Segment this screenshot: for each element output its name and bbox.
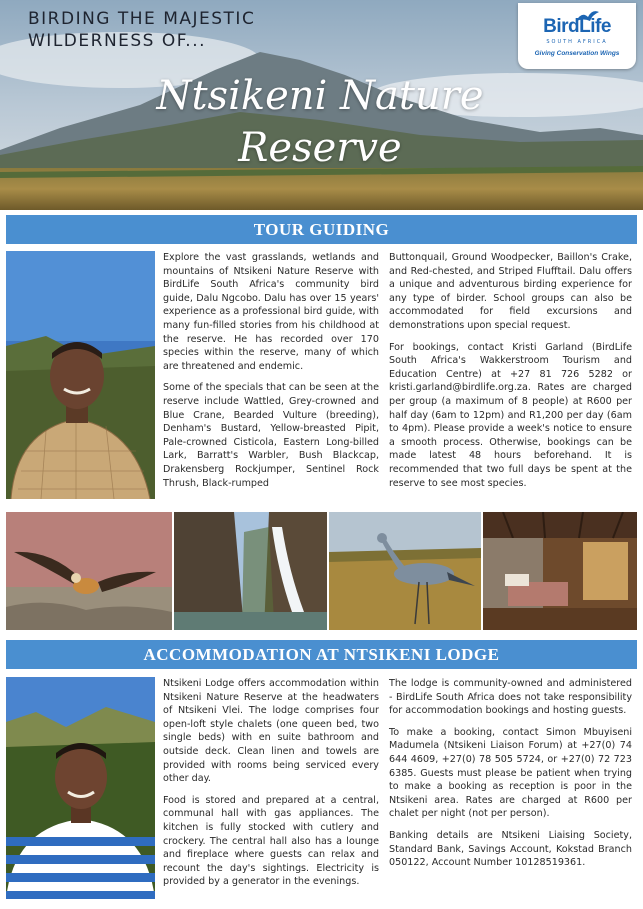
logo-tagline: Giving Conservation Wings — [534, 50, 620, 57]
accommodation-heading: ACCOMMODATION AT NTSIKENI LODGE — [6, 640, 637, 669]
accommodation-paragraph: Ntsikeni Lodge offers accommodation within Ntsikeni Nature Reserve at the headwaters of Ntsikeni Vlei. The lodge comprises four open-loft style chalets (one queen bed, two single beds) with en suite bathroom and outside deck. Clean linen and towels are provided with rooms being serviced every other day. — [163, 678, 379, 785]
hero-kicker: BIRDING THE MAJESTIC WILDERNESS OF... — [28, 9, 256, 51]
tour-guiding-column-1 — [163, 251, 379, 498]
accommodation-paragraph: Food is stored and prepared at a central, communal hall with gas appliances. The kitchen is fully stocked with cutlery and crockery. The central hall also has a lounge and fireplace where guests can relax and recount the day's sightings. Electricity is provided by a generator in the evenings. — [163, 794, 379, 888]
tour-guiding-column-2 — [389, 251, 632, 498]
crane-photo — [329, 512, 481, 630]
tour-paragraph: Explore the vast grasslands, wetlands and mountains of Ntsikeni Nature Reserve with BirdLife South Africa's community bird guide, Dalu Ngcobo. Dalu has over 15 years' experience as a professional bird guide, with many fun-filled stories from his childhood at the reserve. He has recorded over 170 species within the reserve, many of which are threatened and endemic. — [163, 252, 379, 372]
accommodation-paragraph: To make a booking, contact Simon Mbuyiseni Madumela (Ntsikeni Liaison Forum) at +27(0) 74 644 4609, +27(0) 78 505 5724, or +27(0) 72 723 6385. Guests must please be patient when trying to make a booking as reception is poor in the Ntsikeni area. Rates are charged at R600 per chalet per night (not per person). — [389, 726, 632, 820]
lodge-host-photo — [6, 677, 155, 899]
accommodation-column-1 — [163, 677, 379, 897]
accommodation-paragraph: The lodge is community-owned and administered - BirdLife South Africa does not take responsibility for accommodation bookings and hosting guests. — [389, 678, 632, 717]
tour-paragraph: Buttonquail, Ground Woodpecker, Baillon's Crake, and Red-chested, and Striped Flufftail. Dalu offers a unique and adventurous birding experience for any type of birder. School groups can also be accommodated for field excursions and demonstrations upon special request. — [389, 252, 632, 331]
guide-portrait-photo — [6, 251, 155, 499]
vulture-photo — [6, 512, 172, 630]
tour-paragraph: For bookings, contact Kristi Garland (BirdLife South Africa's Wakkerstroom Tourism and Education Centre) at +27 81 726 5282 or kristi.garland@birdlife.org.za. Rates are charged per group (a maximum of 8 people) at R600 per half day (6am to 12pm) and R1,200 per day (6am to 4pm). Please provide a week's notice to ensure a smooth process. Otherwise, bookings can be made latest 48 hours beforehand. It is recommended that two full days be spent at the reserve to see most species. — [389, 341, 632, 489]
waterfall-photo — [174, 512, 327, 630]
tour-guiding-heading: TOUR GUIDING — [6, 215, 637, 244]
logo-name: BirdLife — [543, 16, 611, 37]
tour-paragraph: Some of the specials that can be seen at the reserve include Wattled, Grey-crowned and Blue Crane, Bearded Vulture (breeding), Denham's Bustard, Yellow-breasted Pipit, Pale-crowned Cisticola, Eastern Long-billed Lark, Barratt's Warbler, Bush Blackcap, Drakensberg Rockjumper, Sentinel Rock Thrush, Black-rumped — [163, 382, 379, 489]
birdlife-logo — [518, 3, 636, 69]
accommodation-column-2 — [389, 677, 632, 878]
chalet-interior-photo — [483, 512, 637, 630]
accommodation-paragraph: Banking details are Ntsikeni Liaising Society, Standard Bank, Savings Account, Kokstad Branch 050122, Account Number 10128519361. — [389, 829, 632, 869]
logo-subtitle: SOUTH AFRICA — [546, 39, 608, 45]
hero-banner — [0, 0, 643, 210]
hero-title: Ntsikeni Nature Reserve — [156, 73, 484, 171]
